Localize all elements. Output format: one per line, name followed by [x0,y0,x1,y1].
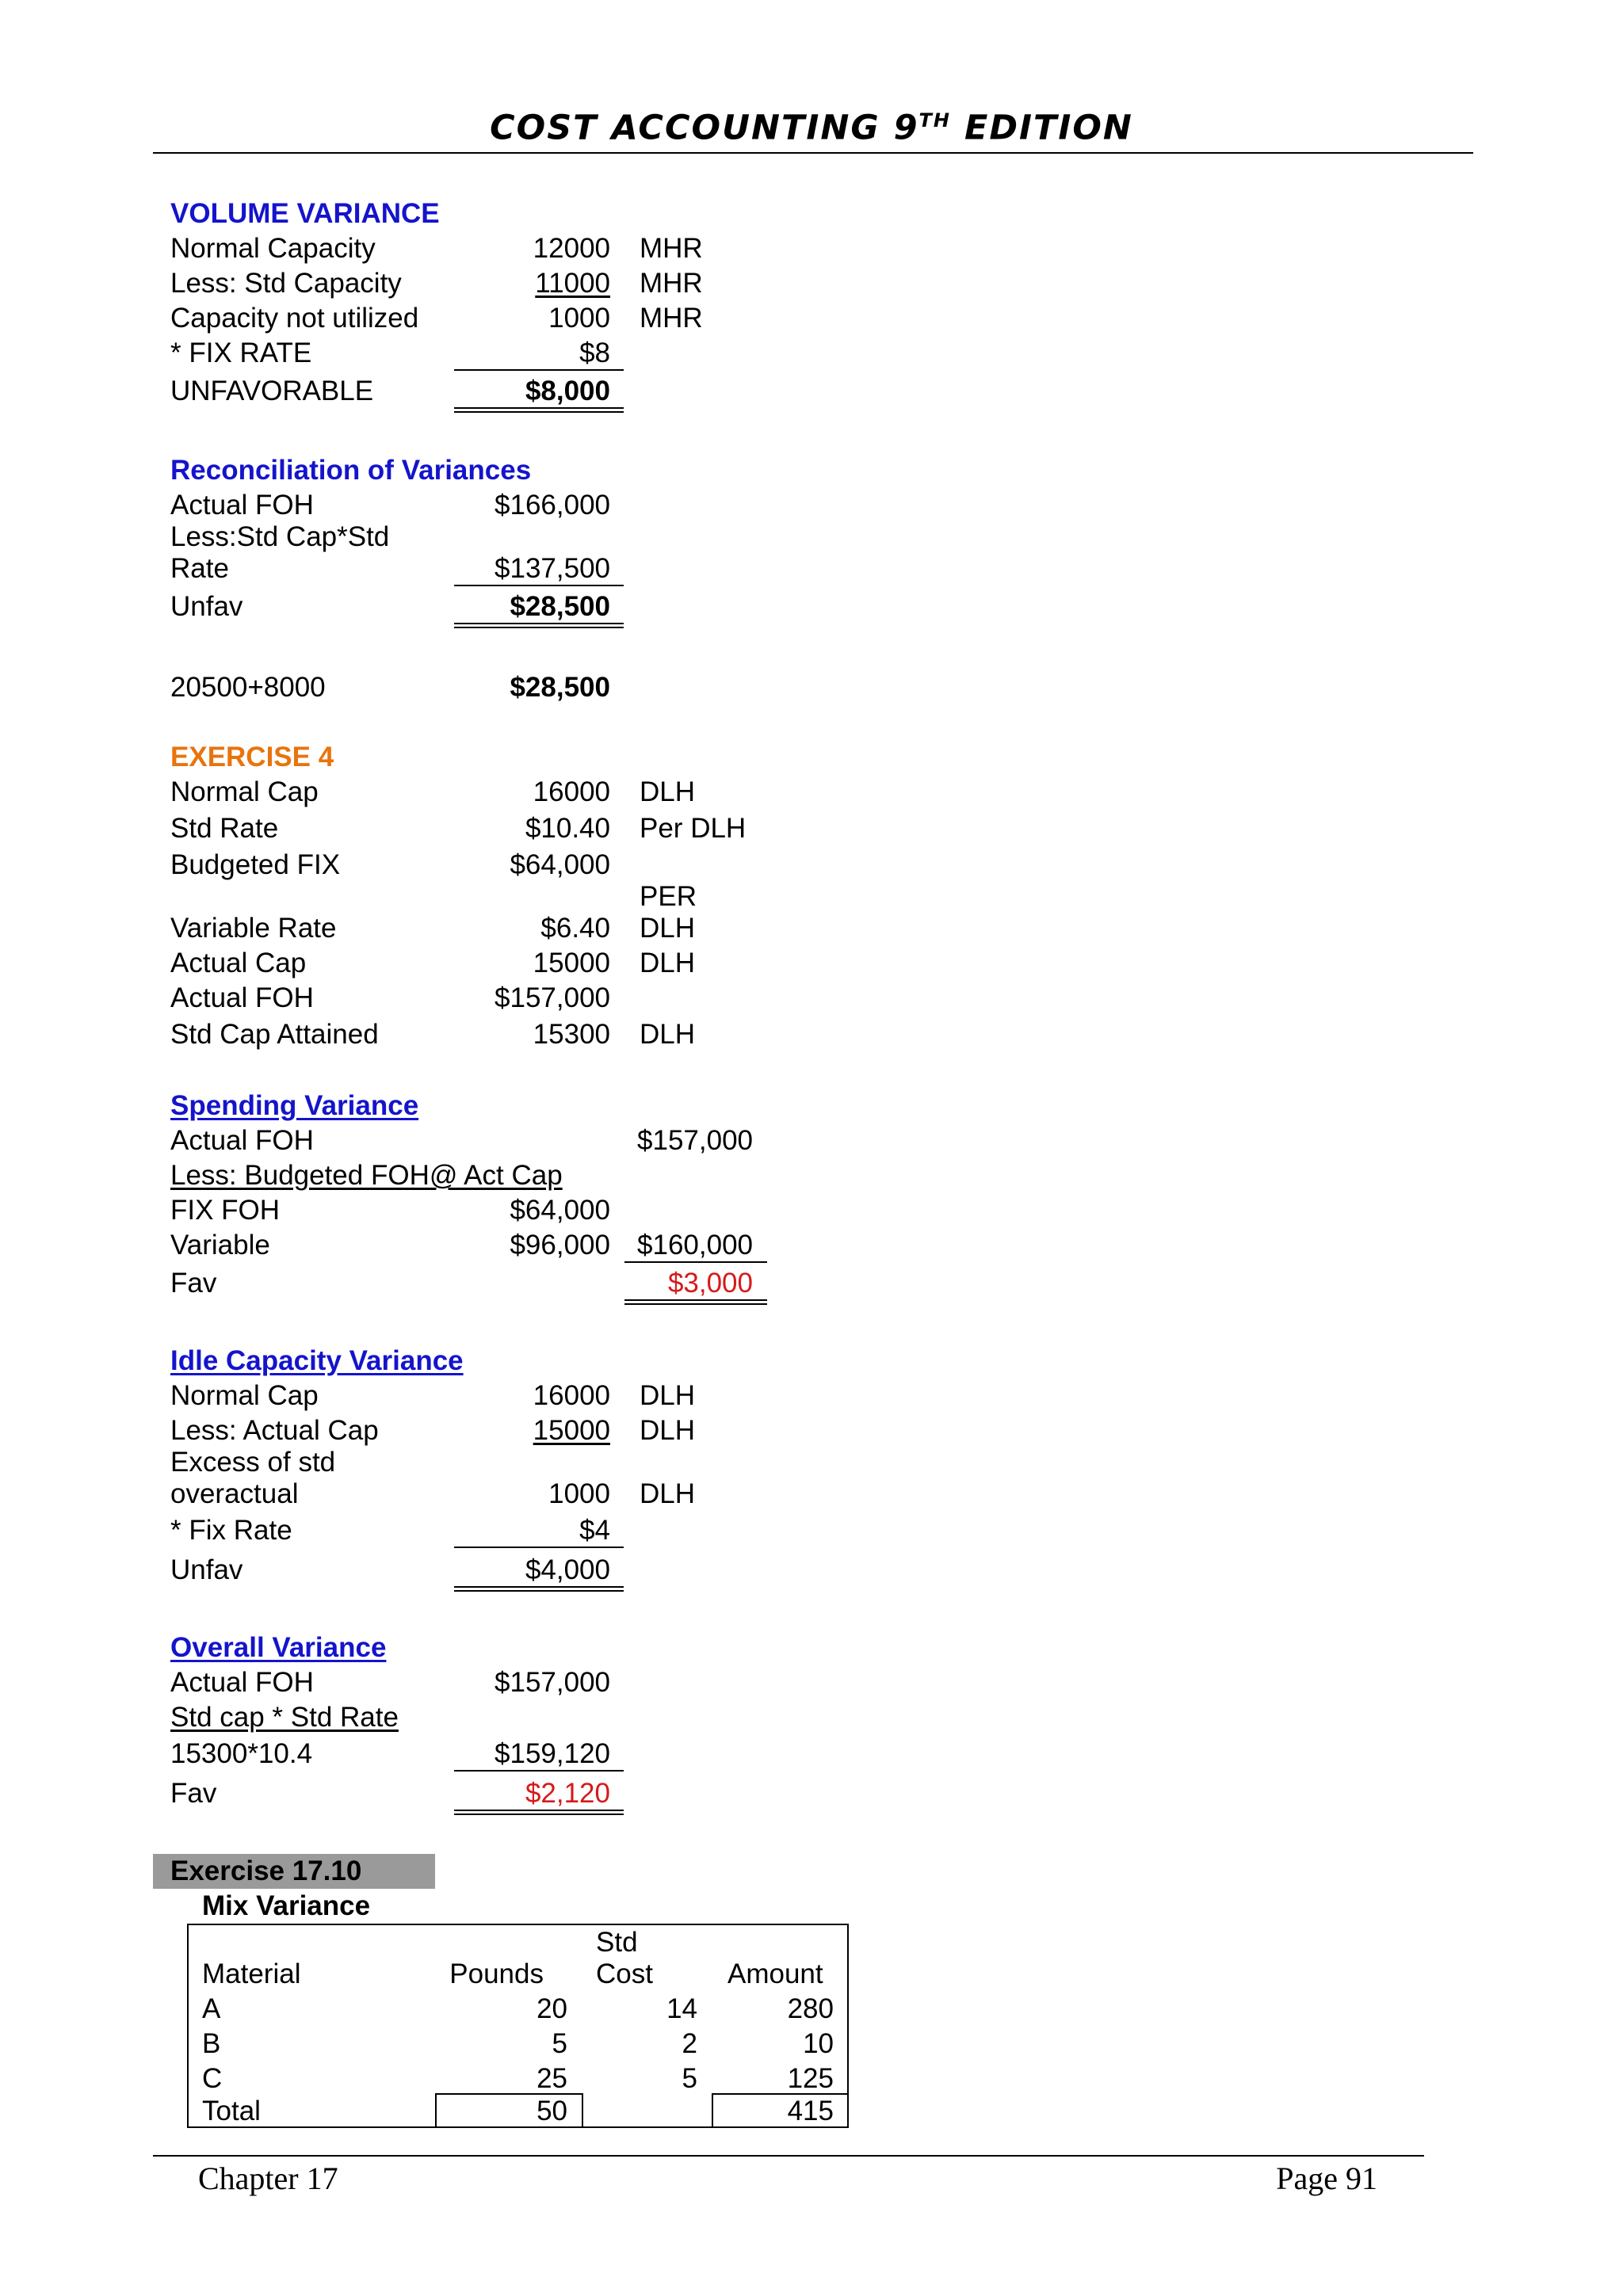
ex4-normal-label: Normal Cap [170,776,319,807]
vv-total-rule [454,369,624,371]
sv-fav-value: $3,000 [667,1268,753,1299]
sv-var-total: $160,000 [637,1230,753,1261]
exercise-4-heading: EXERCISE 4 [170,742,334,772]
footer-page-number: Page 91 [1276,2161,1377,2196]
sv-var-label: Variable [170,1230,270,1261]
vv-normal-unit: MHR [640,233,703,264]
rec-sum-value: $28,500 [510,672,610,703]
row-a-pounds: 20 [537,1993,567,2024]
sv-total-rule [624,1261,767,1263]
row-a-amount: 280 [787,1993,834,2024]
col-material: Material [202,1958,301,1989]
header-rule [153,152,1473,154]
vv-std-value: 11000 [535,268,610,299]
rec-less-label-2: Rate [170,553,229,584]
sv-less-label: Less: Budgeted FOH@ Act Cap [170,1160,563,1191]
rec-unfav-value: $28,500 [510,591,610,622]
ex4-variable-unit: DLH [640,913,696,944]
rec-less-label-1: Less:Std Cap*Std [170,521,390,552]
vv-unused-unit: MHR [640,303,703,334]
ex4-budget-label: Budgeted FIX [170,849,341,880]
footer-rule [153,2155,1424,2157]
row-b-material: B [202,2028,221,2059]
row-c-stdcost: 5 [682,2063,697,2094]
ex4-rate-value: $10.40 [525,813,610,844]
sv-actual-label: Actual FOH [170,1125,314,1156]
ex4-actcap-label: Actual Cap [170,948,307,978]
overall-variance-heading: Overall Variance [170,1632,387,1663]
ex4-rate-unit: Per DLH [640,813,747,844]
ic-actual-label: Less: Actual Cap [170,1415,379,1446]
col-amount: Amount [727,1958,823,1989]
ov-fav-value: $2,120 [525,1778,610,1809]
ex4-rate-label: Std Rate [170,813,279,844]
ex4-variable-unit-top: PER [640,881,697,912]
rec-unfav-label: Unfav [170,591,243,622]
ov-double-rule [454,1810,624,1815]
page-header-title: COST ACCOUNTING 9TH EDITION [490,108,1133,148]
ic-actual-unit: DLH [640,1415,696,1446]
ic-normal-unit: DLH [640,1380,696,1411]
vv-normal-label: Normal Capacity [170,233,376,264]
ov-fav-label: Fav [170,1778,217,1809]
vv-rate-label: * FIX RATE [170,338,312,368]
vv-std-unit: MHR [640,268,703,299]
ex4-actfoh-value: $157,000 [495,982,610,1013]
ex4-stdcap-value: 15300 [533,1019,610,1050]
ex4-normal-value: 16000 [533,776,610,807]
row-b-amount: 10 [803,2028,834,2059]
vv-rate-value: $8 [579,338,610,368]
row-b-stdcost: 2 [682,2028,697,2059]
reconciliation-heading: Reconciliation of Variances [170,455,532,486]
ic-normal-label: Normal Cap [170,1380,319,1411]
rec-double-rule [454,623,624,628]
row-total-label: Total [202,2096,261,2126]
ex4-actcap-value: 15000 [533,948,610,978]
vv-unused-label: Capacity not utilized [170,303,419,334]
volume-variance-heading: VOLUME VARIANCE [170,198,440,229]
ex4-variable-label: Variable Rate [170,913,337,944]
ic-excess-label-2: overactual [170,1478,299,1509]
col-pounds: Pounds [449,1958,544,1989]
exercise-1710-heading: Exercise 17.10 [170,1855,362,1886]
ex4-stdcap-unit: DLH [640,1019,696,1050]
ex4-budget-value: $64,000 [510,849,610,880]
col-std-top: Std [596,1927,638,1958]
sv-var-value: $96,000 [510,1230,610,1261]
rec-actual-label: Actual FOH [170,490,314,521]
vv-double-rule [454,407,624,413]
ov-total-rule [454,1770,624,1772]
idle-capacity-heading: Idle Capacity Variance [170,1345,464,1376]
row-c-material: C [202,2063,223,2094]
row-c-pounds: 25 [537,2063,567,2094]
vv-result-label: UNFAVORABLE [170,376,374,406]
vv-result-value: $8,000 [525,376,610,406]
ov-std-label: Std cap * Std Rate [170,1702,399,1733]
ic-actual-value: 15000 [533,1415,610,1446]
sv-actual-value: $157,000 [637,1125,753,1156]
row-c-amount: 125 [787,2063,834,2094]
row-a-stdcost: 14 [666,1993,697,2024]
ov-calc-label: 15300*10.4 [170,1738,313,1769]
ic-rate-value: $4 [579,1515,610,1546]
sv-fav-label: Fav [170,1268,217,1299]
vv-unused-value: 1000 [548,303,610,334]
sv-double-rule [624,1299,767,1305]
ov-calc-value: $159,120 [495,1738,610,1769]
row-a-material: A [202,1993,221,2024]
ic-excess-label-1: Excess of std [170,1447,336,1478]
ic-double-rule [454,1586,624,1592]
ov-actual-label: Actual FOH [170,1667,314,1698]
ex4-variable-value: $6.40 [540,913,610,944]
ic-unfav-label: Unfav [170,1554,243,1585]
ic-normal-value: 16000 [533,1380,610,1411]
spending-variance-heading: Spending Variance [170,1090,419,1121]
ex4-actcap-unit: DLH [640,948,696,978]
ic-excess-unit: DLH [640,1478,696,1509]
vv-normal-value: 12000 [533,233,610,264]
row-b-pounds: 5 [552,2028,567,2059]
row-total-amount: 415 [787,2096,834,2126]
row-total-pounds: 50 [537,2096,567,2126]
ic-rate-label: * Fix Rate [170,1515,292,1546]
vv-std-label: Less: Std Capacity [170,268,402,299]
mix-variance-heading: Mix Variance [202,1890,371,1921]
sv-fix-label: FIX FOH [170,1195,281,1226]
ic-total-rule [454,1547,624,1548]
ic-unfav-value: $4,000 [525,1554,610,1585]
ex4-stdcap-label: Std Cap Attained [170,1019,379,1050]
rec-sum-label: 20500+8000 [170,672,326,703]
rec-less-value: $137,500 [495,553,610,584]
col-std-bottom: Cost [596,1958,653,1989]
ex4-normal-unit: DLH [640,776,696,807]
ic-excess-value: 1000 [548,1478,610,1509]
ov-actual-value: $157,000 [495,1667,610,1698]
rec-total-rule [454,585,624,586]
ex4-actfoh-label: Actual FOH [170,982,314,1013]
rec-actual-value: $166,000 [495,490,610,521]
footer-chapter: Chapter 17 [198,2161,338,2196]
sv-fix-value: $64,000 [510,1195,610,1226]
